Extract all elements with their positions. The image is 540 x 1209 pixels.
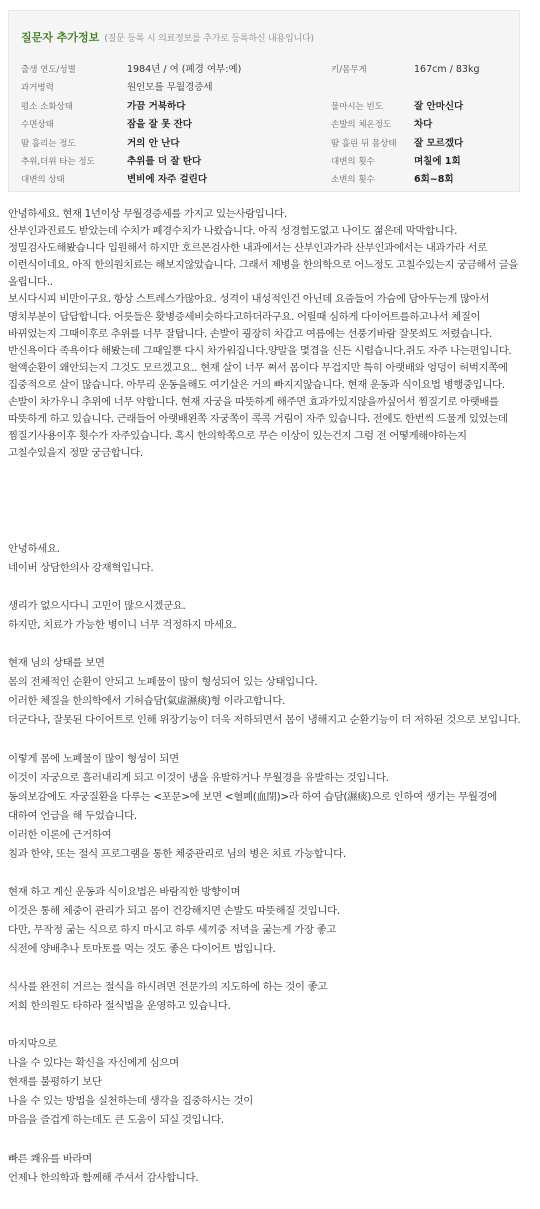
answer-body	[8, 540, 528, 1188]
answer-line: 언제나 한의학과 함께해 주셔서 감사합니다.	[8, 1171, 199, 1184]
answer-line: 마지막으로	[8, 1038, 57, 1051]
answer-line: 이것은 통해 체중이 관리가 되고 몸이 건강해지면 손발도 따뜻해질 것입니다.	[8, 904, 340, 917]
answer-line: 네이버 상담한의사 강재혁입니다.	[8, 562, 154, 575]
info-label: 대변의 횟수	[331, 156, 375, 167]
answer-line: 현재 님의 상태를 보면	[8, 657, 105, 670]
patient-info-box	[8, 10, 520, 192]
info-title: 질문자 추가정보	[21, 31, 100, 44]
info-value: 원인모를 무월경증세	[127, 82, 213, 94]
answer-line: 빠른 쾌유를 바라며	[8, 1152, 92, 1165]
info-label: 출생 연도/성별	[21, 65, 76, 75]
info-label: 땀 흘린 뒤 몸상태	[331, 138, 397, 149]
paragraph-gap	[8, 1130, 528, 1149]
info-row-history	[21, 79, 511, 97]
info-value: 잘 모르겠다	[414, 137, 464, 149]
answer-line: 안녕하세요.	[8, 543, 60, 555]
answer-line: 이것이 자궁으로 흘러내리게 되고 이것이 냉을 유발하거나 무월경을 유발하는 것입니다.	[8, 771, 389, 784]
question-paragraph: 보시다시피 비만이구요. 항상 스트레스가많아요. 성격이 내성적인건 아닌데 요즘들어 가슴에 담아두는게 많아서 명치부분이 답답합니다. 어릇들은 홧병증세비슷하다고하더라구요. 어릴때 심하게 다이어트를하고나서 체질이 바뀌었는지 그때이후로 추위를 너무 잘탑니다. 손발이 굉장히 차갑고 여름에는 선풍기바람 잘못쐬도 저렸습니다. 반신욕이다 족욕이다 해봤는데 그때일뿐 다시 차가워집니다.양말을 몇겹을 신든 시렵습니다.쥐도 자주 나는편입니다. 혈액순환이 왜안되는지 그것도 모르겠고요.. 현재 살이 너무 쪄서 몸이다 무겁지만 특히 아랫배와 엉덩이 허벅지쪽에 집중적으로 살이 많습니다. 아무리 운동을해도 여기살은 거의 빠지지않습니다. 현재 운동과 식이요법 병행중입니다. 손발이 차가우니 추위에 너무 약합니다. 현재 자궁을 따뜻하게 해주면 효과가있지않을까싶어서 찜질기로 아랫배를 따뜻하게 하고 있습니다. 근래들어 아랫배왼쪽 자궁쪽이 콕콕 거림이 자주 있습니다. 전에도 한번씩 드물게 있었는데 찜질기사용이후 횟수가 자주있습니다. 혹시 한의학쪽으로 무슨 이상이 있는건지 그럼 전 어떻게해야하는지 고칠수있을지 정말 궁금합니다.	[8, 293, 512, 460]
question-body	[8, 206, 524, 462]
paragraph-gap	[8, 959, 528, 978]
info-note: (질문 등록 시 의료정보를 추가로 등록하신 내용입니다)	[104, 34, 314, 44]
info-header	[21, 26, 314, 45]
answer-line: 식사를 완전히 거르는 절식을 하시려면 전문가의 지도하에 하는 것이 좋고	[8, 981, 328, 994]
paragraph-gap	[8, 635, 528, 654]
answer-line: 이러한 이론에 근거하여	[8, 828, 112, 841]
answer-line: 하지만, 치료가 가능한 병이니 너무 걱정하지 마세요.	[8, 619, 237, 632]
answer-line: 다만, 무작정 굶는 식으로 하지 마시고 하루 세끼중 저녁을 굶는게 가장 좋고	[8, 923, 337, 936]
answer-line: 이렇게 몸에 노폐물이 많이 형성이 되면	[8, 752, 179, 765]
answer-line: 몸의 전체적인 순환이 안되고 노폐물이 많이 형성되어 있는 상태입니다.	[8, 676, 318, 689]
info-value: 거의 안 난다	[127, 137, 180, 149]
paragraph-gap	[8, 1016, 528, 1035]
answer-line: 식전에 양배추나 토마토를 먹는 것도 좋은 다이어트 법입니다.	[8, 942, 276, 955]
info-value: 잘 안마신다	[414, 100, 464, 112]
info-row-stool	[21, 171, 511, 189]
info-value: 며칠에 1회	[414, 155, 461, 167]
answer-line: 생리가 없으시다니 고민이 많으시겠군요.	[8, 600, 186, 613]
info-value: 167cm / 83kg	[414, 64, 480, 75]
answer-line: 마음을 즐겁게 하는데도 큰 도움이 되실 것입니다.	[8, 1114, 224, 1127]
info-value: 1984년 / 여 (폐경 여부:예)	[127, 64, 242, 75]
question-paragraph: 안녕하세요. 현재 1년이상 무월경증세를 가지고 있는사람입니다.	[8, 208, 287, 220]
info-table	[21, 61, 511, 190]
info-label: 과거병력	[21, 83, 54, 94]
info-value: 가끔 거북하다	[127, 100, 186, 112]
info-label: 손발의 체온정도	[331, 120, 392, 131]
info-label: 평소 소화상태	[21, 101, 73, 112]
info-value: 변비에 자주 걸린다	[127, 174, 208, 186]
info-row-digestion	[21, 98, 511, 116]
answer-line: 저희 한의원도 타하라 절식법을 운영하고 있습니다.	[8, 1000, 231, 1013]
paragraph-gap	[8, 578, 528, 597]
info-row-sleep	[21, 116, 511, 134]
info-label: 대변의 상태	[21, 175, 65, 186]
info-label: 땀 흘리는 정도	[21, 138, 76, 149]
info-label: 소변의 횟수	[331, 175, 375, 186]
info-label: 수면상태	[21, 120, 54, 131]
answer-line: 더군다나, 잘못된 다이어트로 인해 위장기능이 더욱 저하되면서 몸이 냉해지고 순환기능이 더 저하된 것으로 보입니다.	[8, 714, 521, 727]
question-paragraph: 산부인과진료도 받았는데 수치가 폐경수치가 나왔습니다. 아직 성경험도없고 나이도 젊은데 막막합니다. 정밀검사도해봤습니다 입원해서 하지만 호르몬검사한 내과에서는 산부인과가라 산부인과에서는 내과가라 서로 이런식이네요. 아직 한의원치료는 해보지않았습니다. 그래서 제병을 한의학으로 어느정도 고칠수있는지 궁금해서 글을 올립니다..	[8, 225, 519, 289]
answer-line: 현재를 불평하기 보단	[8, 1076, 102, 1089]
info-row-birth-gender	[21, 61, 511, 79]
answer-line: 침과 한약, 또는 절식 프로그램을 통한 체중관리로 님의 병은 치료 가능합니다.	[8, 847, 346, 860]
info-label: 키/몸무게	[331, 65, 367, 75]
answer-line: 나을 수 있는 방법을 실천하는데 생각을 집중하시는 것이	[8, 1095, 253, 1108]
answer-line: 현재 하고 계신 운동과 식이요법은 바람직한 방향이며	[8, 885, 241, 898]
answer-line: 나을 수 있다는 확신을 자신에게 심으며	[8, 1057, 179, 1070]
info-value: 6회~8회	[414, 174, 454, 186]
info-label: 추위,더위 타는 정도	[21, 156, 95, 167]
paragraph-gap	[8, 730, 528, 749]
info-label: 물마시는 빈도	[331, 101, 383, 112]
info-value: 차다	[414, 119, 433, 131]
answer-line: 동의보감에도 자궁질환을 다루는 <포문>에 보면 <혈폐(血閉)>라 하여 습담(濕痰)으로 인하여 생기는 무월경에 대하여 언급을 해 두었습니다.	[8, 790, 498, 822]
paragraph-gap	[8, 864, 528, 883]
info-value: 추위를 더 잘 탄다	[127, 155, 202, 167]
info-row-temperature	[21, 153, 511, 171]
info-value: 잠을 잘 못 잔다	[127, 119, 192, 131]
answer-line: 이러한 체질을 한의학에서 기허습담(氣虛濕痰)형 이라고합니다.	[8, 695, 286, 708]
info-row-sweat	[21, 135, 511, 153]
